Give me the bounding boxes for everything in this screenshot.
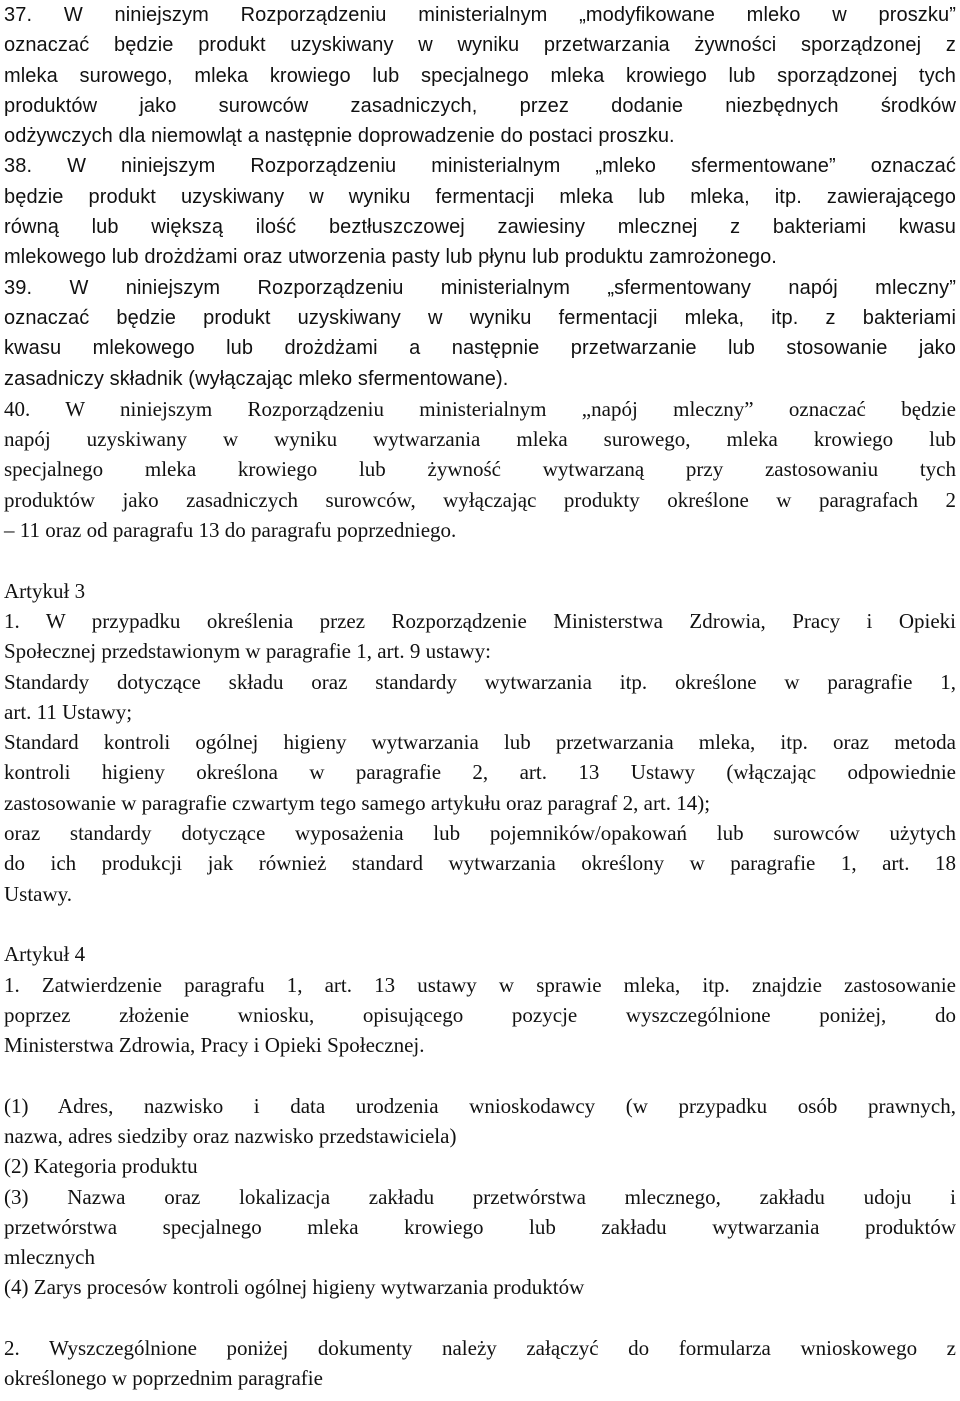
text-line: 37. W niniejszym Rozporządzeniu ministerialnym „modyfikowane mleko w proszku” <box>4 4 956 26</box>
text-line: Ustawy. <box>4 881 73 906</box>
text-line: określonego w poprzednim paragrafie <box>4 1366 323 1391</box>
paragraph-38 <box>4 151 956 272</box>
item-list <box>4 1091 956 1303</box>
spacer <box>4 909 956 939</box>
text-line: zastosowanie w paragrafie czwartym tego samego artykułu oraz paragraf 2, art. 14); <box>4 790 711 815</box>
document-page <box>4 0 956 1394</box>
text-line: mleka surowego, mleka krowiego lub specjalnego mleka krowiego lub sporządzonej tych <box>4 64 956 87</box>
text-line: napój uzyskiwany w wyniku wytwarzania mleka surowego, mleka krowiego lub <box>4 427 956 452</box>
text-line: specjalnego mleka krowiego lub żywność wytwarzaną przy zastosowaniu tych <box>4 457 956 482</box>
text-line: 39. W niniejszym Rozporządzeniu ministerialnym „sfermentowany napój mleczny” <box>4 276 956 299</box>
text-line: 2. Wyszczególnione poniżej dokumenty należy załączyć do formularza wnioskowego z <box>4 1336 956 1361</box>
text-line: odżywczych dla niemowląt a następnie doprowadzenie do postaci proszku. <box>4 125 675 148</box>
spacer <box>4 545 956 575</box>
text-line: Standardy dotyczące składu oraz standardy wytwarzania itp. określone w paragrafie 1, <box>4 669 956 694</box>
text-line: poprzez złożenie wniosku, opisującego pozycje wyszczególnione poniżej, do <box>4 1002 956 1027</box>
spacer <box>4 1060 956 1090</box>
article-heading: Artykuł 3 <box>4 578 86 603</box>
list-item: (3) Nazwa oraz lokalizacja zakładu przetwórstwa mlecznego, zakładu udoju i <box>4 1184 956 1209</box>
paragraph-39 <box>4 273 956 394</box>
list-item: mlecznych <box>4 1245 95 1270</box>
text-line: produktów jako surowców zasadniczych, przez dodanie niezbędnych środków <box>4 94 956 117</box>
text-line: zasadniczy składnik (wyłączając mleko sfermentowane). <box>4 367 509 390</box>
text-line: kontroli higieny określona w paragrafie 2, art. 13 Ustawy (włączając odpowiednie <box>4 760 956 785</box>
text-line: kwasu mlekowego lub drożdżami a następnie przetwarzanie lub stosowanie jako <box>4 337 956 360</box>
list-item: nazwa, adres siedziby oraz nazwisko przedstawiciela) <box>4 1123 457 1148</box>
text-line: mlekowego lub drożdżami oraz utworzenia pasty lub płynu lub produktu zamrożonego. <box>4 246 777 269</box>
paragraph-37 <box>4 0 956 151</box>
text-line: oznaczać będzie produkt uzyskiwany w wyniku fermentacji mleka, itp. z bakteriami <box>4 306 956 329</box>
list-item: (1) Adres, nazwisko i data urodzenia wnioskodawcy (w przypadku osób prawnych, <box>4 1093 956 1118</box>
text-line: produktów jako zasadniczych surowców, wyłączając produkty określone w paragrafach 2 <box>4 487 956 512</box>
list-item: przetwórstwa specjalnego mleka krowiego lub zakładu wytwarzania produktów <box>4 1214 956 1239</box>
text-line: równą lub większą ilość beztłuszczowej zawiesiny mlecznej z bakteriami kwasu <box>4 216 956 239</box>
list-item: (2) Kategoria produktu <box>4 1154 198 1179</box>
text-line: 38. W niniejszym Rozporządzeniu ministerialnym „mleko sfermentowane” oznaczać <box>4 155 956 178</box>
text-line: art. 11 Ustawy; <box>4 699 133 724</box>
text-line: 40. W niniejszym Rozporządzeniu ministerialnym „napój mleczny” oznaczać będzie <box>4 396 956 421</box>
text-line: do ich produkcji jak również standard wytwarzania określony w paragrafie 1, art. 18 <box>4 851 956 876</box>
text-line: Standard kontroli ogólnej higieny wytwarzania lub przetwarzania mleka, itp. oraz metoda <box>4 730 956 755</box>
paragraph-40 <box>4 394 956 545</box>
text-line: Społecznej przedstawionym w paragrafie 1, art. 9 ustawy: <box>4 639 491 664</box>
article-heading: Artykuł 4 <box>4 942 86 967</box>
text-line: oraz standardy dotyczące wyposażenia lub pojemników/opakowań lub surowców użytych <box>4 821 956 846</box>
text-line: oznaczać będzie produkt uzyskiwany w wyniku przetwarzania żywności sporządzonej z <box>4 34 956 57</box>
article-4-paragraph-2 <box>4 1333 956 1394</box>
list-item: (4) Zarys procesów kontroli ogólnej higieny wytwarzania produktów <box>4 1275 585 1300</box>
text-line: – 11 oraz od paragrafu 13 do paragrafu poprzedniego. <box>4 518 457 543</box>
text-line: Ministerstwa Zdrowia, Pracy i Opieki Społecznej. <box>4 1033 425 1058</box>
text-line: 1. Zatwierdzenie paragrafu 1, art. 13 ustawy w sprawie mleka, itp. znajdzie zastosowanie <box>4 972 956 997</box>
article-3 <box>4 576 956 909</box>
text-line: będzie produkt uzyskiwany w wyniku fermentacji mleka lub mleka, itp. zawierającego <box>4 185 956 208</box>
text-line: 1. W przypadku określenia przez Rozporządzenie Ministerstwa Zdrowia, Pracy i Opieki <box>4 608 956 633</box>
spacer <box>4 1303 956 1333</box>
article-4 <box>4 939 956 1060</box>
